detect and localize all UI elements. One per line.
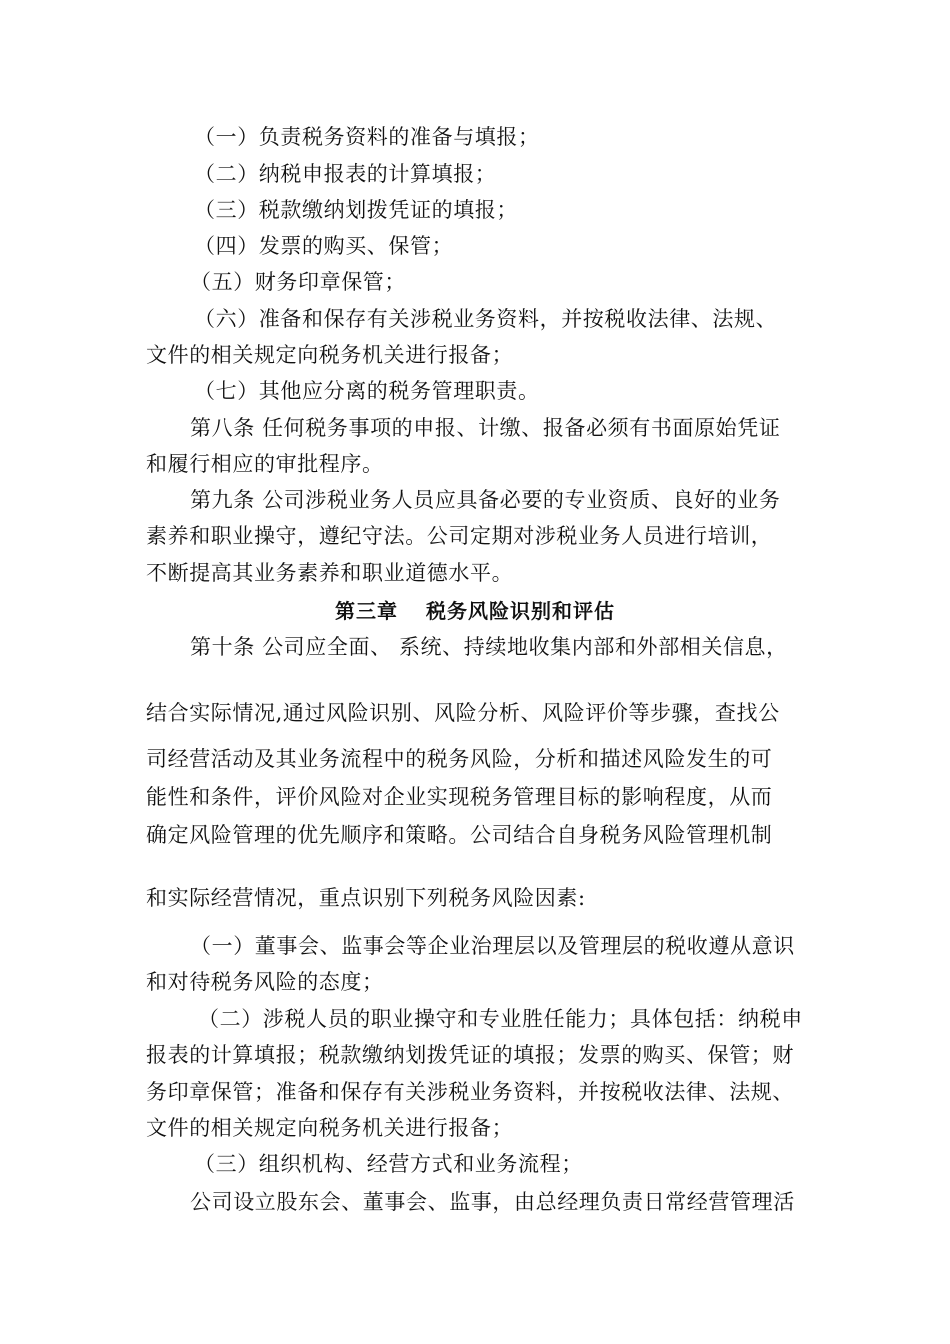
clause-item-5: （五）财务印章保管； xyxy=(190,270,406,294)
article-10: 第十条 公司应全面、 系统、持续地收集内部和外部相关信息， xyxy=(190,635,788,659)
article-9-cont-2: 不断提高其业务素养和职业道德水平。 xyxy=(146,561,514,585)
clause-item-7: （七）其他应分离的税务管理职责。 xyxy=(194,379,540,403)
chapter-title xyxy=(0,596,950,626)
chapter-number: 第三章 xyxy=(335,599,398,623)
clause-item-3: （三）税款缴纳划拨凭证的填报； xyxy=(194,198,518,222)
company-structure-text: 公司设立股东会、董事会、监事，由总经理负责日常经营管理活 xyxy=(190,1190,795,1214)
risk-factor-1: （一）董事会、监事会等企业治理层以及管理层的税收遵从意识 xyxy=(190,934,795,958)
chapter-name: 税务风险识别和评估 xyxy=(426,599,615,623)
risk-factor-2-cont-1: 报表的计算填报；税款缴纳划拨凭证的填报；发票的购买、保管；财 xyxy=(146,1043,794,1067)
clause-item-6: （六）准备和保存有关涉税业务资料，并按税收法律、法规、 xyxy=(194,307,778,331)
article-8-cont: 和履行相应的审批程序。 xyxy=(146,452,384,476)
article-9: 第九条 公司涉税业务人员应具备必要的专业资质、良好的业务 xyxy=(190,488,781,512)
article-10-cont-4: 确定风险管理的优先顺序和策略。公司结合自身税务风险管理机制 xyxy=(146,823,773,847)
clause-item-4: （四）发票的购买、保管； xyxy=(194,234,454,258)
risk-factor-2: （二）涉税人员的职业操守和专业胜任能力；具体包括：纳税申 xyxy=(198,1007,803,1031)
article-9-cont-1: 素养和职业操守，遵纪守法。公司定期对涉税业务人员进行培训， xyxy=(146,524,773,548)
risk-factor-2-cont-3: 文件的相关规定向税务机关进行报备； xyxy=(146,1116,514,1140)
article-10-cont-3: 能性和条件，评价风险对企业实现税务管理目标的影响程度，从而 xyxy=(146,785,773,809)
article-10-cont-2: 司经营活动及其业务流程中的税务风险，分析和描述风险发生的可 xyxy=(146,747,773,771)
article-10-cont-1: 结合实际情况,通过风险识别、风险分析、风险评价等步骤，查找公 xyxy=(146,701,780,725)
article-10-cont-5: 和实际经营情况，重点识别下列税务风险因素: xyxy=(146,886,586,910)
clause-item-2: （二）纳税申报表的计算填报； xyxy=(194,162,497,186)
risk-factor-2-cont-2: 务印章保管；准备和保存有关涉税业务资料，并按税收法律、法规、 xyxy=(146,1080,794,1104)
article-8: 第八条 任何税务事项的申报、计缴、报备必须有书面原始凭证 xyxy=(190,416,781,440)
risk-factor-1-cont: 和对待税务风险的态度； xyxy=(146,970,384,994)
risk-factor-3: （三）组织机构、经营方式和业务流程； xyxy=(194,1152,583,1176)
clause-item-6-cont: 文件的相关规定向税务机关进行报备； xyxy=(146,343,514,367)
clause-item-1: （一）负责税务资料的准备与填报； xyxy=(194,125,540,149)
